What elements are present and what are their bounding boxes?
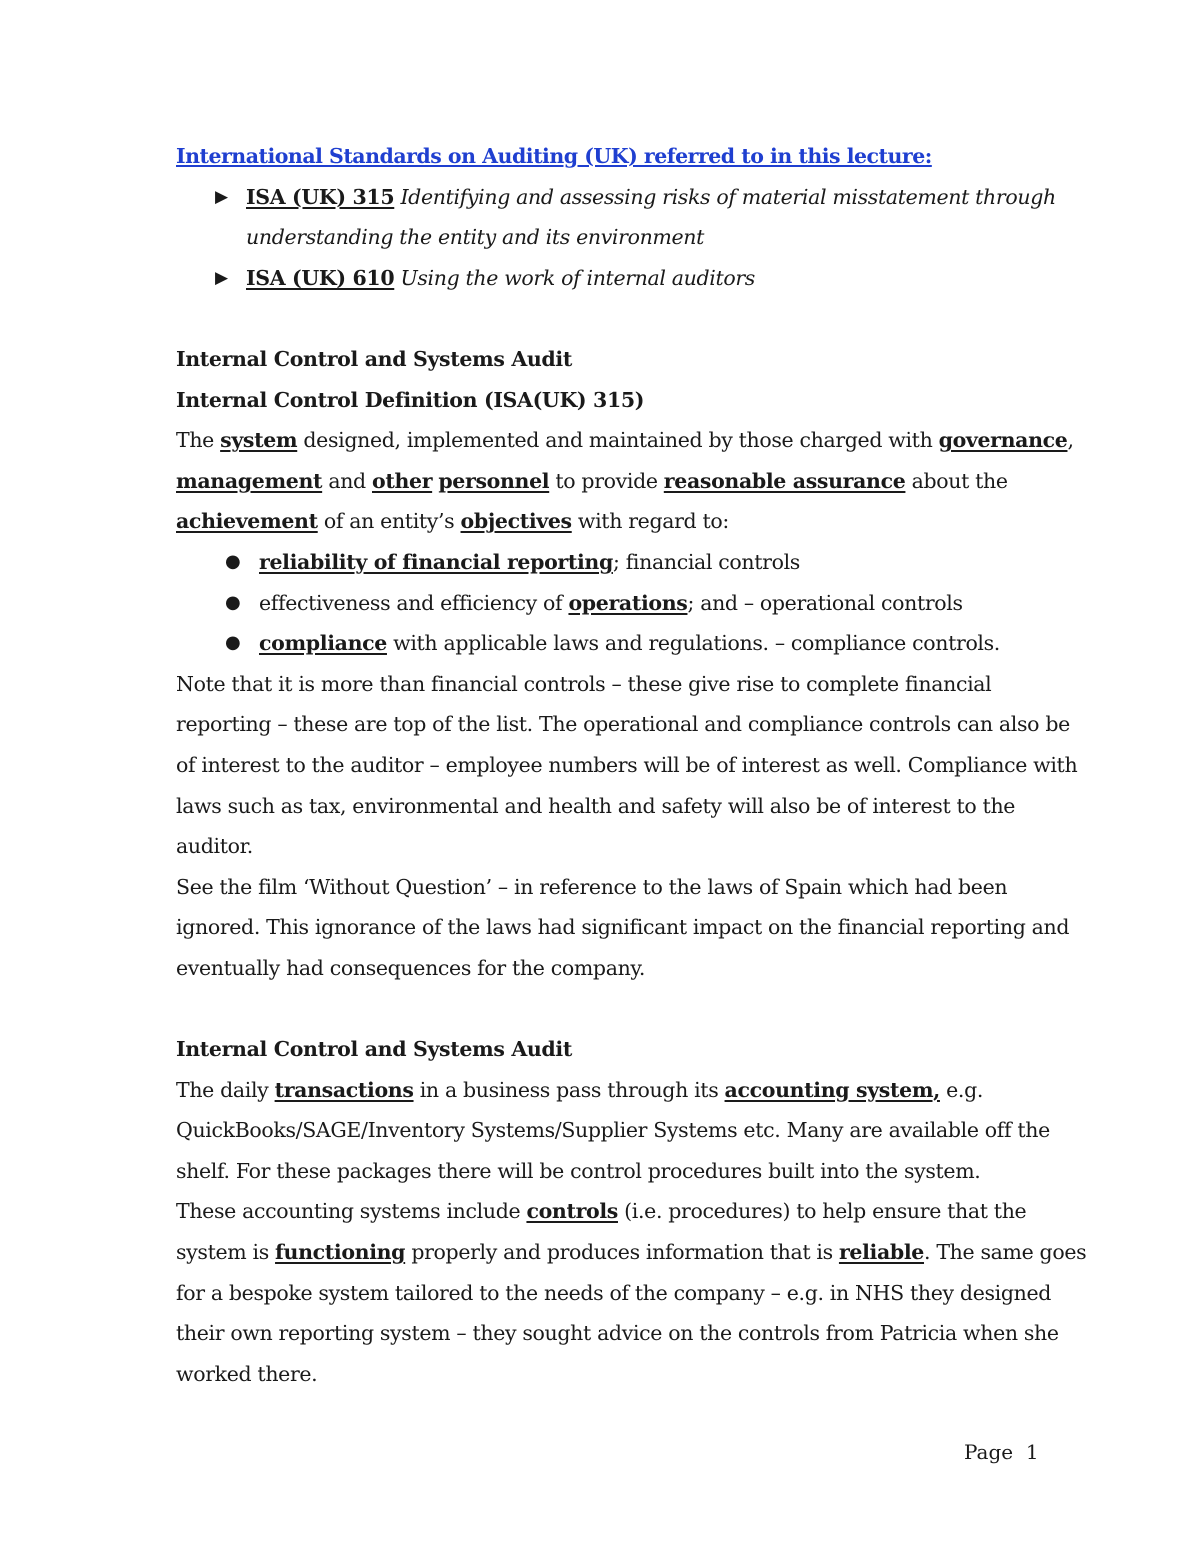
list-item: ● compliance with applicable laws and regulations. – compliance controls. — [176, 623, 1036, 664]
section-heading: Internal Control and Systems Audit — [176, 346, 572, 371]
list-item — [176, 177, 1056, 218]
list-item: ● reliability of financial reporting; financial controls — [176, 542, 1036, 583]
paragraph-line: Note that it is more than financial controls – these give rise to complete financial — [176, 671, 992, 696]
keyword: other — [372, 468, 433, 493]
keyword: operations — [568, 590, 688, 615]
paragraph-line: for a bespoke system tailored to the needs of the company – e.g. in NHS they designed — [176, 1280, 1052, 1305]
keyword: controls — [526, 1199, 618, 1224]
paragraph-line: ignored. This ignorance of the laws had significant impact on the financial reporting and — [176, 915, 1070, 940]
list-item: ● effectiveness and efficiency of operations; and – operational controls — [176, 583, 1036, 624]
paragraph-line: These accounting systems include controls (i.e. procedures) to help ensure that the — [176, 1199, 1027, 1224]
keyword: reasonable assurance — [663, 468, 906, 493]
section-heading: Internal Control and Systems Audit — [176, 1037, 572, 1062]
keyword: transactions — [274, 1077, 414, 1102]
keyword: accounting system, — [724, 1077, 940, 1102]
keyword: system — [220, 428, 298, 453]
paragraph-line: The daily transactions in a business pass through its accounting system, e.g. — [176, 1077, 984, 1102]
list-item-continuation — [176, 217, 1036, 258]
definition-line: achievement of an entity’s objectives with regard to: — [176, 509, 729, 534]
bullet-dot-icon: ● — [225, 591, 241, 613]
paragraph-line: QuickBooks/SAGE/Inventory Systems/Supplier Systems etc. Many are available off the — [176, 1118, 1050, 1143]
keyword: compliance — [259, 631, 387, 656]
keyword: objectives — [460, 509, 572, 534]
keyword: achievement — [176, 509, 318, 534]
section-subheading: Internal Control Definition (ISA(UK) 315) — [176, 387, 645, 412]
standards-heading-link[interactable]: International Standards on Auditing (UK) referred to in this lecture: — [176, 144, 932, 168]
paragraph-line: auditor. — [176, 834, 253, 859]
arrow-bullet-icon: ▶ — [215, 267, 228, 288]
paragraph-line: See the film ‘Without Question’ – in reference to the laws of Spain which had been — [176, 874, 1008, 899]
standards-heading[interactable] — [176, 136, 1036, 177]
standard-description: understanding the entity and its environment — [246, 225, 705, 250]
keyword: personnel — [438, 468, 550, 493]
bullet-dot-icon: ● — [225, 632, 241, 654]
paragraph-line: worked there. — [176, 1361, 318, 1386]
paragraph-line: shelf. For these packages there will be control procedures built into the system. — [176, 1158, 981, 1183]
arrow-bullet-icon: ▶ — [215, 186, 228, 207]
paragraph-line: their own reporting system – they sought advice on the controls from Patricia when she — [176, 1321, 1059, 1346]
page-number — [964, 1440, 1039, 1464]
standard-description: Using the work of internal auditors — [400, 265, 755, 290]
standard-code: ISA (UK) 315 — [246, 184, 395, 209]
keyword: management — [176, 468, 323, 493]
paragraph-line: of interest to the auditor – employee numbers will be of interest as well. Compliance with — [176, 752, 1078, 777]
paragraph-line: eventually had consequences for the company. — [176, 955, 646, 980]
keyword: reliable — [838, 1240, 925, 1265]
bullet-dot-icon: ● — [225, 550, 241, 572]
keyword: reliability of financial reporting — [259, 549, 613, 574]
document-page — [176, 136, 1087, 1394]
keyword: functioning — [275, 1240, 406, 1265]
paragraph-line: system is functioning properly and produces information that is reliable. The same goes — [176, 1240, 1087, 1265]
standard-code: ISA (UK) 610 — [246, 265, 395, 290]
page-label: Page — [964, 1440, 1014, 1464]
paragraph-line: laws such as tax, environmental and health and safety will also be of interest to the — [176, 793, 1016, 818]
keyword: governance — [938, 428, 1068, 453]
paragraph-line: reporting – these are top of the list. The operational and compliance controls can also be — [176, 712, 1070, 737]
definition-line: The system designed, implemented and maintained by those charged with governance, — [176, 428, 1074, 453]
standard-description: Identifying and assessing risks of material misstatement through — [400, 184, 1056, 209]
list-item — [176, 258, 1036, 299]
page-number-value: 1 — [1025, 1440, 1039, 1464]
definition-line: management and other personnel to provide reasonable assurance about the — [176, 468, 1008, 493]
